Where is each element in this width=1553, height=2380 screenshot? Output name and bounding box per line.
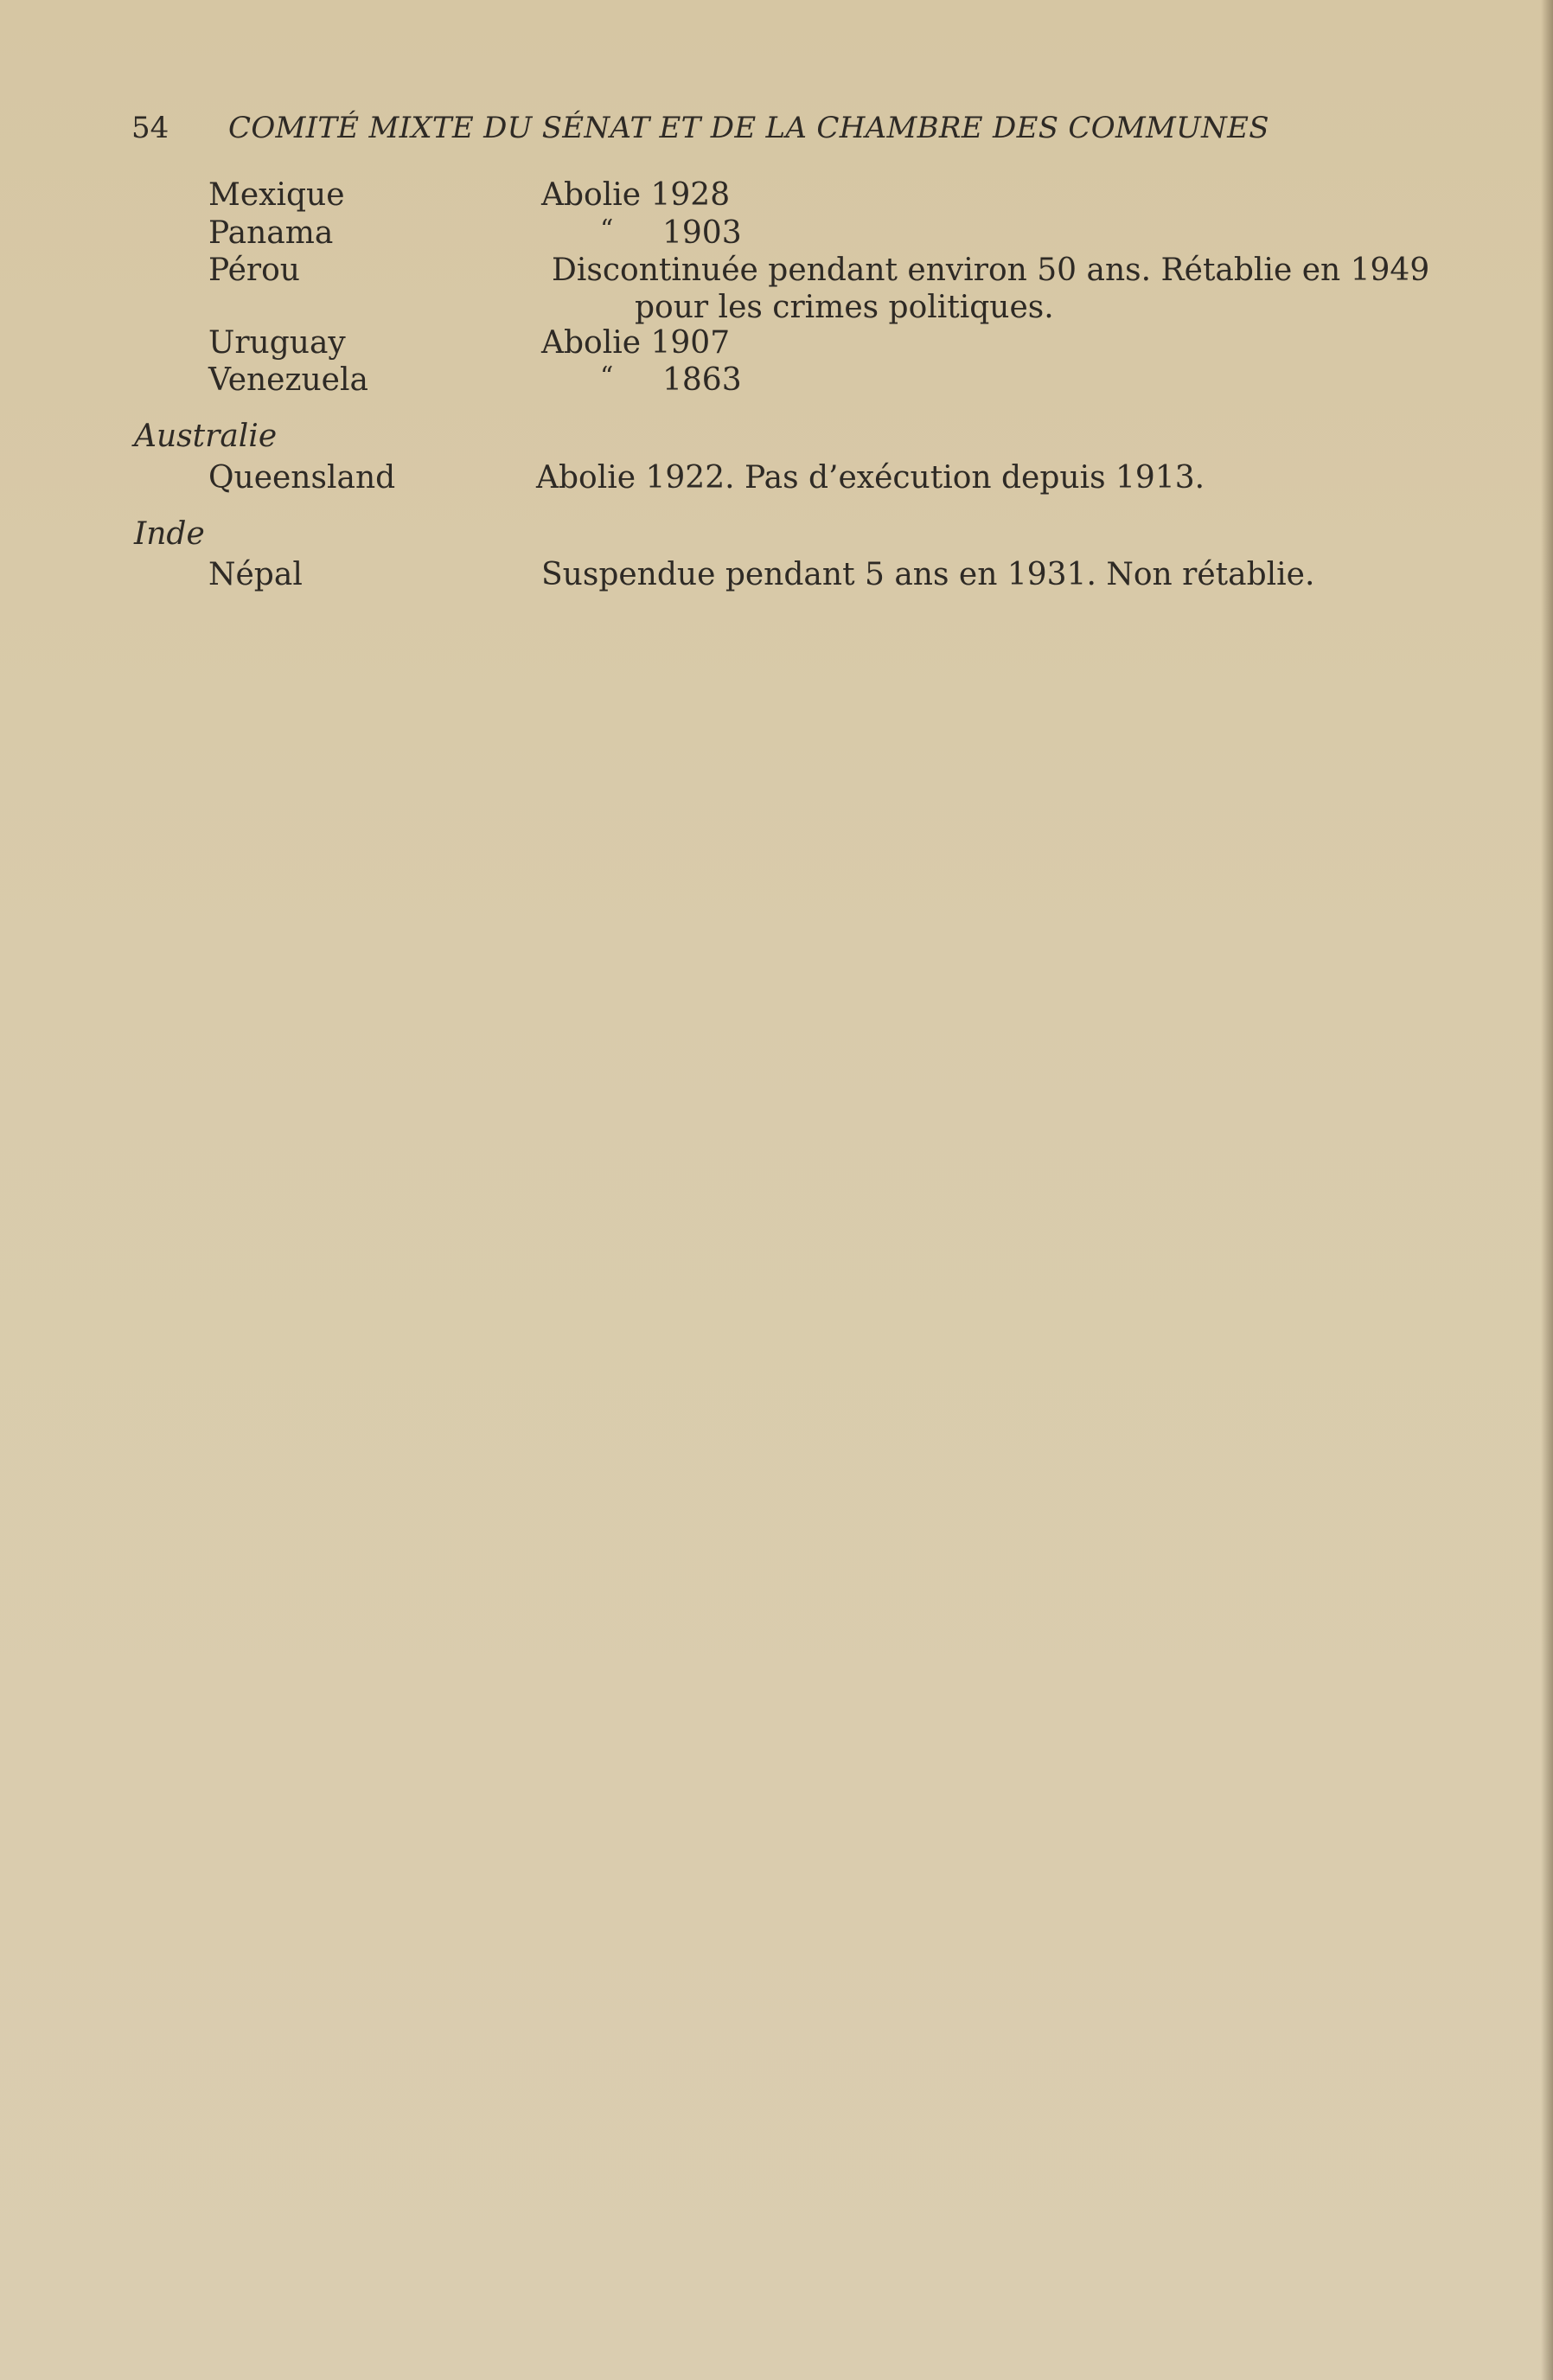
running-title: COMITÉ MIXTE DU SÉNAT ET DE LA CHAMBRE DES COMMUNES (228, 111, 1269, 145)
status-uruguay: Abolie 1907 (541, 325, 731, 361)
status-perou: Discontinuée pendant environ 50 ans. Rétablie en 1949 (552, 253, 1430, 288)
status-queensland: Abolie 1922. Pas d’exécution depuis 1913. (536, 460, 1205, 496)
country-queensland: Queensland (208, 460, 396, 496)
ditto-mark-panama: “ (600, 214, 614, 245)
country-uruguay: Uruguay (208, 325, 346, 361)
section-heading-inde: Inde (134, 516, 205, 552)
page-number: 54 (131, 111, 169, 145)
country-venezuela: Venezuela (208, 362, 368, 398)
status-nepal: Suspendue pendant 5 ans en 1931. Non rétablie. (541, 557, 1315, 592)
status-venezuela: 1863 (662, 362, 742, 398)
country-perou: Pérou (208, 253, 300, 288)
country-mexique: Mexique (208, 177, 345, 213)
status-panama: 1903 (662, 215, 742, 251)
page-edge-shadow (1541, 0, 1553, 2380)
country-nepal: Népal (208, 557, 303, 592)
country-panama: Panama (208, 215, 334, 251)
ditto-mark-venezuela: “ (600, 361, 614, 392)
status-mexique: Abolie 1928 (541, 177, 731, 213)
page-header (131, 107, 1342, 149)
status-perou-continued: pour les crimes politiques. (635, 290, 1054, 325)
section-heading-australie: Australie (134, 419, 278, 454)
